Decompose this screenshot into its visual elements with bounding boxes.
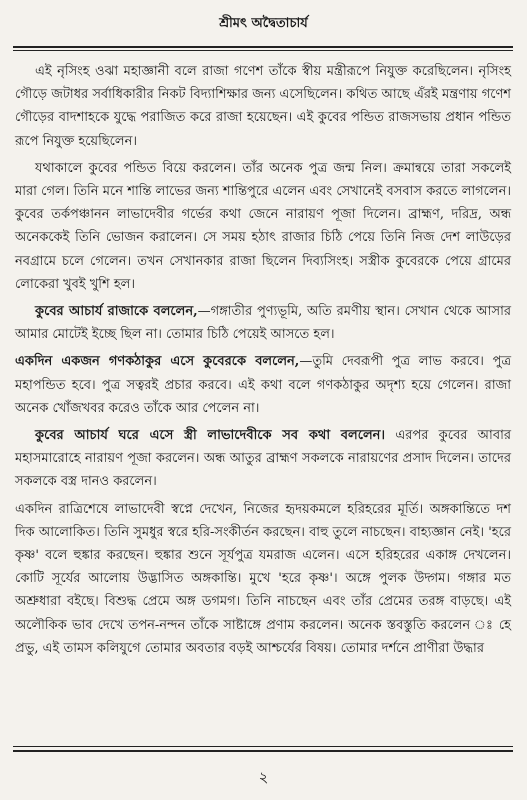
paragraph	[15, 424, 511, 494]
paragraph-text: এই নৃসিংহ ওঝা মহাজ্ঞানী বলে রাজা গণেশ তাঁকে স্বীয় মন্ত্রীরূপে নিযুক্ত করেছিলেন। নৃসিংহ গৌড়ে জটাধর সর্বাধিকারীর নিকট বিদ্যাশিক্ষার জন্য এসেছিলেন। কথিত আছে এঁরই মন্ত্রণায় গণেশ গৌড়ের বাদশাহকে যুদ্ধে পরাজিত করে রাজা হয়েছেন। এই কুবের পন্ডিত রাজসভায় প্রধান পন্ডিত রূপে নিযুক্ত হয়েছিলেন।	[15, 64, 511, 149]
paragraph	[15, 157, 511, 296]
paragraph-text: —তুমি দেবরূপী পুত্র লাভ করবে। পুত্র মহাপন্ডিত হবে। পুত্র সত্বরই প্রচার করবে। এই কথা বলে গণকঠাকুর অদৃশ্য হয়ে গেলেন। রাজা অনেক খোঁজখবর করেও তাঁকে আর পেলেন না।	[15, 354, 511, 416]
paragraph	[15, 498, 511, 660]
paragraph	[15, 60, 511, 153]
paragraph-lead: কুবের আচার্য ঘরে এসে স্ত্রী লাভাদেবীকে সব কথা বললেন।	[35, 428, 386, 444]
paragraph-text: —গঙ্গাতীর পুণ্যভূমি, অতি রমণীয় স্থান। সেখান থেকে আসার আমার মোটেই ইচ্ছে ছিল না। তোমার চিঠি পেয়েই আসতে হল।	[15, 304, 511, 343]
footer-rule-thin	[13, 746, 513, 747]
header-rule-thick	[13, 46, 513, 48]
paragraph	[15, 300, 511, 346]
paragraph-text: একদিন রাত্রিশেষে লাভাদেবী স্বপ্নে দেখেন, নিজের হৃদয়কমলে হরিহরের মূর্তি। অঙ্গকান্তিতে দশ দিক আলোকিত। তিনি সুমধুর স্বরে হরি-সংকীর্তন করছেন। বাহু তুলে নাচছেন। বাহ্যজ্ঞান নেই। 'হরে কৃষ্ণ' বলে হুঙ্কার করছেন। হুঙ্কার শুনে সূর্যপুত্র যমরাজ এলেন। এসে হরিহরের একাঙ্গ দেখলেন। কোটি সূর্যের আলোয় উদ্ভাসিত অঙ্গকান্তি। মুখে 'হরে কৃষ্ণ'। অঙ্গে পুলক উদ্গম। গঙ্গার মত অশ্রুধারা বইছে। বিশুদ্ধ প্রেমে অঙ্গ ডগমগ। তিনি নাচছেন এবং তাঁর প্রেমের তরঙ্গ বাড়ছে। এই অলৌকিক ভাব দেখে তপন-নন্দন তাঁকে সাষ্টাঙ্গে প্রণাম করলেন। অনেক স্তবস্তুতি করলেন ঃ হে প্রভু, এই তামস কলিযুগে তোমার অবতার বড়ই আশ্চর্যের বিষয়। তোমার দর্শনে প্রাণীরা উদ্ধার	[15, 501, 511, 656]
paragraph-lead: একদিন একজন গণকঠাকুর এসে কুবেরকে বললেন,	[15, 354, 300, 370]
paragraph-lead: কুবের আচার্য রাজাকে বললেন,	[35, 304, 198, 320]
running-header: শ্রীমৎ অদ্বৈতাচার্য	[219, 16, 308, 31]
paragraph-text: যথাকালে কুবের পন্ডিত বিয়ে করলেন। তাঁর অনেক পুত্র জন্ম নিল। ক্রমান্বয়ে তারা সকলেই মারা গেল। তিনি মনে শান্তি লাভের জন্য শান্তিপুরে এলেন এবং সেখানেই বসবাস করতে লাগলেন। কুবের তর্কপঞ্চানন লাভাদেবীর গর্ভের কথা জেনে নারায়ণ পূজা দিলেন। ব্রাহ্মণ, দরিদ্র, অন্ধ অনেককেই তিনি ভোজন করালেন। সে সময় হঠাৎ রাজার চিঠি পেয়ে তিনি নিজ দেশ লাউড়ের নবগ্রামে চলে গেলেন। তখন সেখানকার রাজা ছিলেন দিব্যসিংহ। সস্ত্রীক কুবেরকে পেয়ে গ্রামের লোকেরা খুবই খুশি হল।	[15, 160, 511, 292]
paragraph-text: এরপর কুবের আবার মহাসমারোহে নারায়ণ পূজা করলেন। অন্ধ আতুর ব্রাহ্মণ সকলকে নারায়ণের প্রসাদ দিলেন। তাদের সকলকে বস্ত্র দানও করলেন।	[15, 428, 511, 490]
page-body	[15, 60, 511, 664]
page-number: ২	[258, 768, 269, 786]
footer-rule-thick	[13, 750, 513, 752]
header-rule-thin	[13, 50, 513, 51]
paragraph	[15, 350, 511, 420]
